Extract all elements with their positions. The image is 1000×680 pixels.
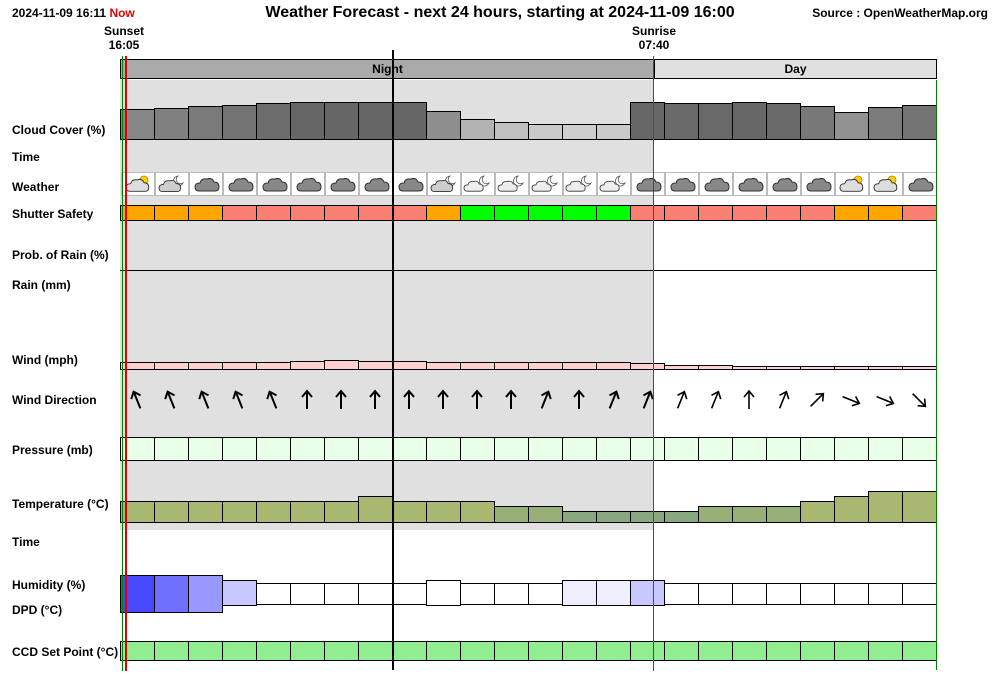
- pressure-cell: [902, 437, 937, 461]
- wind-bar: [834, 366, 869, 370]
- shutter-cell: [528, 205, 563, 221]
- shutter-cell: [596, 205, 631, 221]
- ccd-cell: [902, 641, 937, 661]
- label-humidity: Humidity (%): [12, 578, 86, 592]
- humidity-cell: [698, 583, 733, 605]
- cloud-bar: [800, 106, 835, 140]
- shutter-cell: [324, 205, 359, 221]
- shutter-cell: [562, 205, 597, 221]
- cloud-icon: [665, 172, 699, 196]
- cloud-icon: [325, 172, 359, 196]
- pressure-cell: [426, 437, 461, 461]
- ccd-cell: [154, 641, 189, 661]
- temp-bar: [562, 511, 597, 523]
- temp-bar: [188, 501, 223, 523]
- cloud-bar: [426, 111, 461, 140]
- shutter-cell: [188, 205, 223, 221]
- sunset-line-green: [122, 56, 123, 671]
- ccd-cell: [834, 641, 869, 661]
- wind-arrow-icon: [358, 389, 392, 411]
- day-band: Day: [654, 59, 937, 79]
- pressure-cell: [222, 437, 257, 461]
- ccd-cell: [630, 641, 665, 661]
- partly-cloudy-day-icon: [869, 172, 903, 196]
- wind-bar: [596, 362, 631, 370]
- cloud-bar: [766, 103, 801, 140]
- cloud-icon: [801, 172, 835, 196]
- temp-bar: [902, 491, 937, 523]
- sunset-line: [125, 56, 127, 671]
- data-source: Source : OpenWeatherMap.org: [812, 6, 988, 20]
- cloud-icon: [189, 172, 223, 196]
- humidity-cell: [732, 583, 767, 605]
- temp-bar: [664, 511, 699, 523]
- ccd-cell: [528, 641, 563, 661]
- shutter-cell: [902, 205, 937, 221]
- wind-arrow-icon: [460, 389, 494, 411]
- pressure-cell: [562, 437, 597, 461]
- temp-bar: [868, 491, 903, 523]
- rain-row-top: [120, 270, 937, 271]
- pressure-cell: [766, 437, 801, 461]
- cloud-icon: [767, 172, 801, 196]
- wind-bar: [766, 366, 801, 370]
- shutter-cell: [290, 205, 325, 221]
- temp-bar: [392, 501, 427, 523]
- temp-bar: [426, 501, 461, 523]
- pressure-cell: [324, 437, 359, 461]
- temp-bar: [698, 506, 733, 523]
- cloud-bar: [902, 105, 937, 140]
- label-temperature: Temperature (°C): [12, 497, 109, 511]
- wind-bar: [664, 365, 699, 370]
- temp-bar: [596, 511, 631, 523]
- wind-arrow-icon: [528, 389, 562, 411]
- humidity-cell: [766, 583, 801, 605]
- shutter-cell: [358, 205, 393, 221]
- humidity-cell: [868, 583, 903, 605]
- ccd-cell: [256, 641, 291, 661]
- wind-arrow-icon: [494, 389, 528, 411]
- humidity-cell: [256, 583, 291, 605]
- temp-bar: [528, 506, 563, 523]
- cloud-icon: [291, 172, 325, 196]
- wind-bar: [154, 362, 189, 370]
- cloud-icon: [903, 172, 937, 196]
- cloud-bar: [698, 103, 733, 140]
- pressure-cell: [732, 437, 767, 461]
- label-shutter-safety: Shutter Safety: [12, 207, 94, 221]
- shutter-cell: [766, 205, 801, 221]
- cloud-bar: [358, 102, 393, 140]
- label-time: Time: [12, 150, 40, 164]
- cloud-bar: [324, 102, 359, 140]
- wind-arrow-icon: [596, 389, 630, 411]
- temp-bar: [154, 501, 189, 523]
- ccd-cell: [562, 641, 597, 661]
- wind-bar: [188, 362, 223, 370]
- cloud-bar: [868, 107, 903, 140]
- ccd-cell: [732, 641, 767, 661]
- pressure-cell: [358, 437, 393, 461]
- wind-arrow-icon: [732, 389, 766, 411]
- cloud-bar: [732, 102, 767, 140]
- humidity-cell: [494, 583, 529, 605]
- shutter-cell: [800, 205, 835, 221]
- label-weather: Weather: [12, 180, 60, 194]
- pressure-cell: [154, 437, 189, 461]
- ccd-cell: [222, 641, 257, 661]
- pressure-cell: [800, 437, 835, 461]
- humidity-cell: [460, 583, 495, 605]
- humidity-cell: [596, 580, 631, 606]
- ccd-cell: [392, 641, 427, 661]
- humidity-cell: [630, 580, 665, 606]
- shutter-cell: [426, 205, 461, 221]
- wind-bar: [732, 366, 767, 370]
- ccd-cell: [766, 641, 801, 661]
- humidity-cell: [358, 583, 393, 605]
- label-wind-direction: Wind Direction: [12, 393, 97, 407]
- wind-arrow-icon: [868, 389, 902, 411]
- shutter-cell: [256, 205, 291, 221]
- label-wind: Wind (mph): [12, 353, 78, 367]
- wind-arrow-icon: [800, 389, 834, 411]
- wind-bar: [426, 362, 461, 370]
- moon-cloud-icon: [563, 172, 597, 196]
- cloud-icon: [257, 172, 291, 196]
- moon-cloud-icon: [529, 172, 563, 196]
- wind-arrow-icon: [766, 389, 800, 411]
- pressure-cell: [460, 437, 495, 461]
- sunrise-line: [653, 56, 654, 671]
- cloud-bar: [392, 102, 427, 140]
- wind-bar: [392, 361, 427, 370]
- pressure-cell: [630, 437, 665, 461]
- shutter-cell: [868, 205, 903, 221]
- partly-cloudy-day-icon: [835, 172, 869, 196]
- label-cloud-cover: Cloud Cover (%): [12, 123, 106, 137]
- temp-bar: [222, 501, 257, 523]
- wind-arrow-icon: [902, 389, 936, 411]
- sunrise-label: [614, 24, 694, 52]
- cloud-bar: [188, 106, 223, 140]
- shutter-cell: [460, 205, 495, 221]
- shutter-cell: [834, 205, 869, 221]
- wind-arrow-icon: [664, 389, 698, 411]
- sunset-text: Sunset: [103, 24, 144, 38]
- temp-bar: [358, 496, 393, 523]
- night-band: Night: [120, 59, 655, 79]
- humidity-cell: [902, 583, 937, 605]
- wind-bar: [698, 365, 733, 370]
- ccd-cell: [188, 641, 223, 661]
- cloud-bar: [596, 124, 631, 140]
- cloud-bar: [460, 119, 495, 140]
- humidity-cell: [562, 580, 597, 606]
- humidity-cell: [290, 583, 325, 605]
- wind-bar: [800, 366, 835, 370]
- ccd-cell: [698, 641, 733, 661]
- cloud-bar: [528, 124, 563, 140]
- ccd-cell: [426, 641, 461, 661]
- wind-bar: [256, 362, 291, 370]
- wind-bar: [562, 362, 597, 370]
- wind-arrow-icon: [426, 389, 460, 411]
- pressure-cell: [868, 437, 903, 461]
- night-background: [120, 80, 654, 530]
- partly-cloudy-night-icon: [427, 172, 461, 196]
- cloud-bar: [630, 102, 665, 140]
- cloud-icon: [393, 172, 427, 196]
- pressure-cell: [494, 437, 529, 461]
- cloud-bar: [834, 112, 869, 140]
- temp-bar: [630, 511, 665, 523]
- cloud-bar: [256, 103, 291, 140]
- humidity-cell: [154, 575, 189, 613]
- datetime-text: 2024-11-09 16:11: [12, 6, 107, 20]
- humidity-cell: [834, 583, 869, 605]
- humidity-cell: [426, 580, 461, 606]
- wind-bar: [460, 362, 495, 370]
- wind-arrow-icon: [834, 389, 868, 411]
- temp-bar: [800, 501, 835, 523]
- label-rain-prob: Prob. of Rain (%): [12, 248, 109, 262]
- temp-bar: [324, 501, 359, 523]
- moon-cloud-icon: [495, 172, 529, 196]
- sunset-time: 16:05: [108, 38, 140, 52]
- wind-bar: [324, 360, 359, 370]
- wind-bar: [222, 362, 257, 370]
- humidity-cell: [528, 583, 563, 605]
- pressure-cell: [290, 437, 325, 461]
- temp-bar: [460, 501, 495, 523]
- humidity-cell: [800, 583, 835, 605]
- ccd-cell: [324, 641, 359, 661]
- humidity-cell: [324, 583, 359, 605]
- pressure-cell: [698, 437, 733, 461]
- cloud-icon: [699, 172, 733, 196]
- wind-bar: [358, 361, 393, 370]
- ccd-cell: [290, 641, 325, 661]
- wind-bar: [902, 366, 937, 370]
- moon-cloud-icon: [461, 172, 495, 196]
- ccd-cell: [460, 641, 495, 661]
- humidity-cell: [392, 583, 427, 605]
- ccd-cell: [596, 641, 631, 661]
- midnight-line: [392, 50, 394, 670]
- wind-arrow-icon: [562, 389, 596, 411]
- label-rain: Rain (mm): [12, 278, 71, 292]
- shutter-cell: [392, 205, 427, 221]
- cloud-bar: [222, 105, 257, 140]
- wind-arrow-icon: [290, 389, 324, 411]
- cloud-bar: [290, 102, 325, 140]
- sunrise-text: Sunrise: [631, 24, 676, 38]
- wind-arrow-icon: [256, 389, 290, 411]
- pressure-cell: [834, 437, 869, 461]
- label-time-bottom: Time: [12, 535, 40, 549]
- sunset-label: [84, 24, 164, 52]
- humidity-cell: [222, 580, 257, 606]
- temp-bar: [256, 501, 291, 523]
- pressure-cell: [528, 437, 563, 461]
- cloud-bar: [562, 124, 597, 140]
- wind-bar: [528, 362, 563, 370]
- ccd-cell: [358, 641, 393, 661]
- temp-bar: [766, 506, 801, 523]
- wind-bar: [868, 366, 903, 370]
- shutter-cell: [630, 205, 665, 221]
- humidity-cell: [664, 583, 699, 605]
- ccd-cell: [664, 641, 699, 661]
- wind-arrow-icon: [222, 389, 256, 411]
- shutter-cell: [154, 205, 189, 221]
- ccd-cell: [800, 641, 835, 661]
- wind-arrow-icon: [392, 389, 426, 411]
- humidity-cell: [188, 575, 223, 613]
- now-label: Now: [109, 6, 135, 20]
- label-dpd: DPD (°C): [12, 603, 63, 617]
- wind-arrow-icon: [630, 389, 664, 411]
- partly-cloudy-night-icon: [155, 172, 189, 196]
- pressure-cell: [256, 437, 291, 461]
- pressure-cell: [596, 437, 631, 461]
- temp-bar: [290, 501, 325, 523]
- wind-arrow-icon: [154, 389, 188, 411]
- wind-arrow-icon: [324, 389, 358, 411]
- wind-arrow-icon: [698, 389, 732, 411]
- wind-arrow-icon: [188, 389, 222, 411]
- label-ccd-set-point: CCD Set Point (°C): [12, 645, 119, 659]
- sunrise-time: 07:40: [638, 38, 670, 52]
- temp-bar: [834, 496, 869, 523]
- shutter-cell: [494, 205, 529, 221]
- cloud-icon: [631, 172, 665, 196]
- wind-bar: [494, 362, 529, 370]
- shutter-cell: [664, 205, 699, 221]
- page-title: Weather Forecast - next 24 hours, starting at 2024-11-09 16:00: [265, 4, 735, 21]
- cloud-bar: [154, 108, 189, 140]
- temp-bar: [494, 506, 529, 523]
- pressure-cell: [664, 437, 699, 461]
- cloud-bar: [664, 103, 699, 140]
- pressure-cell: [188, 437, 223, 461]
- pressure-cell: [392, 437, 427, 461]
- wind-bar: [290, 361, 325, 370]
- temp-bar: [732, 506, 767, 523]
- grid-right-edge: [936, 80, 937, 670]
- shutter-cell: [732, 205, 767, 221]
- cloud-icon: [733, 172, 767, 196]
- wind-bar: [630, 363, 665, 370]
- label-pressure: Pressure (mb): [12, 443, 93, 457]
- shutter-cell: [222, 205, 257, 221]
- cloud-icon: [223, 172, 257, 196]
- cloud-icon: [359, 172, 393, 196]
- cloud-bar: [494, 122, 529, 140]
- moon-cloud-icon: [597, 172, 631, 196]
- ccd-cell: [494, 641, 529, 661]
- ccd-cell: [868, 641, 903, 661]
- shutter-cell: [698, 205, 733, 221]
